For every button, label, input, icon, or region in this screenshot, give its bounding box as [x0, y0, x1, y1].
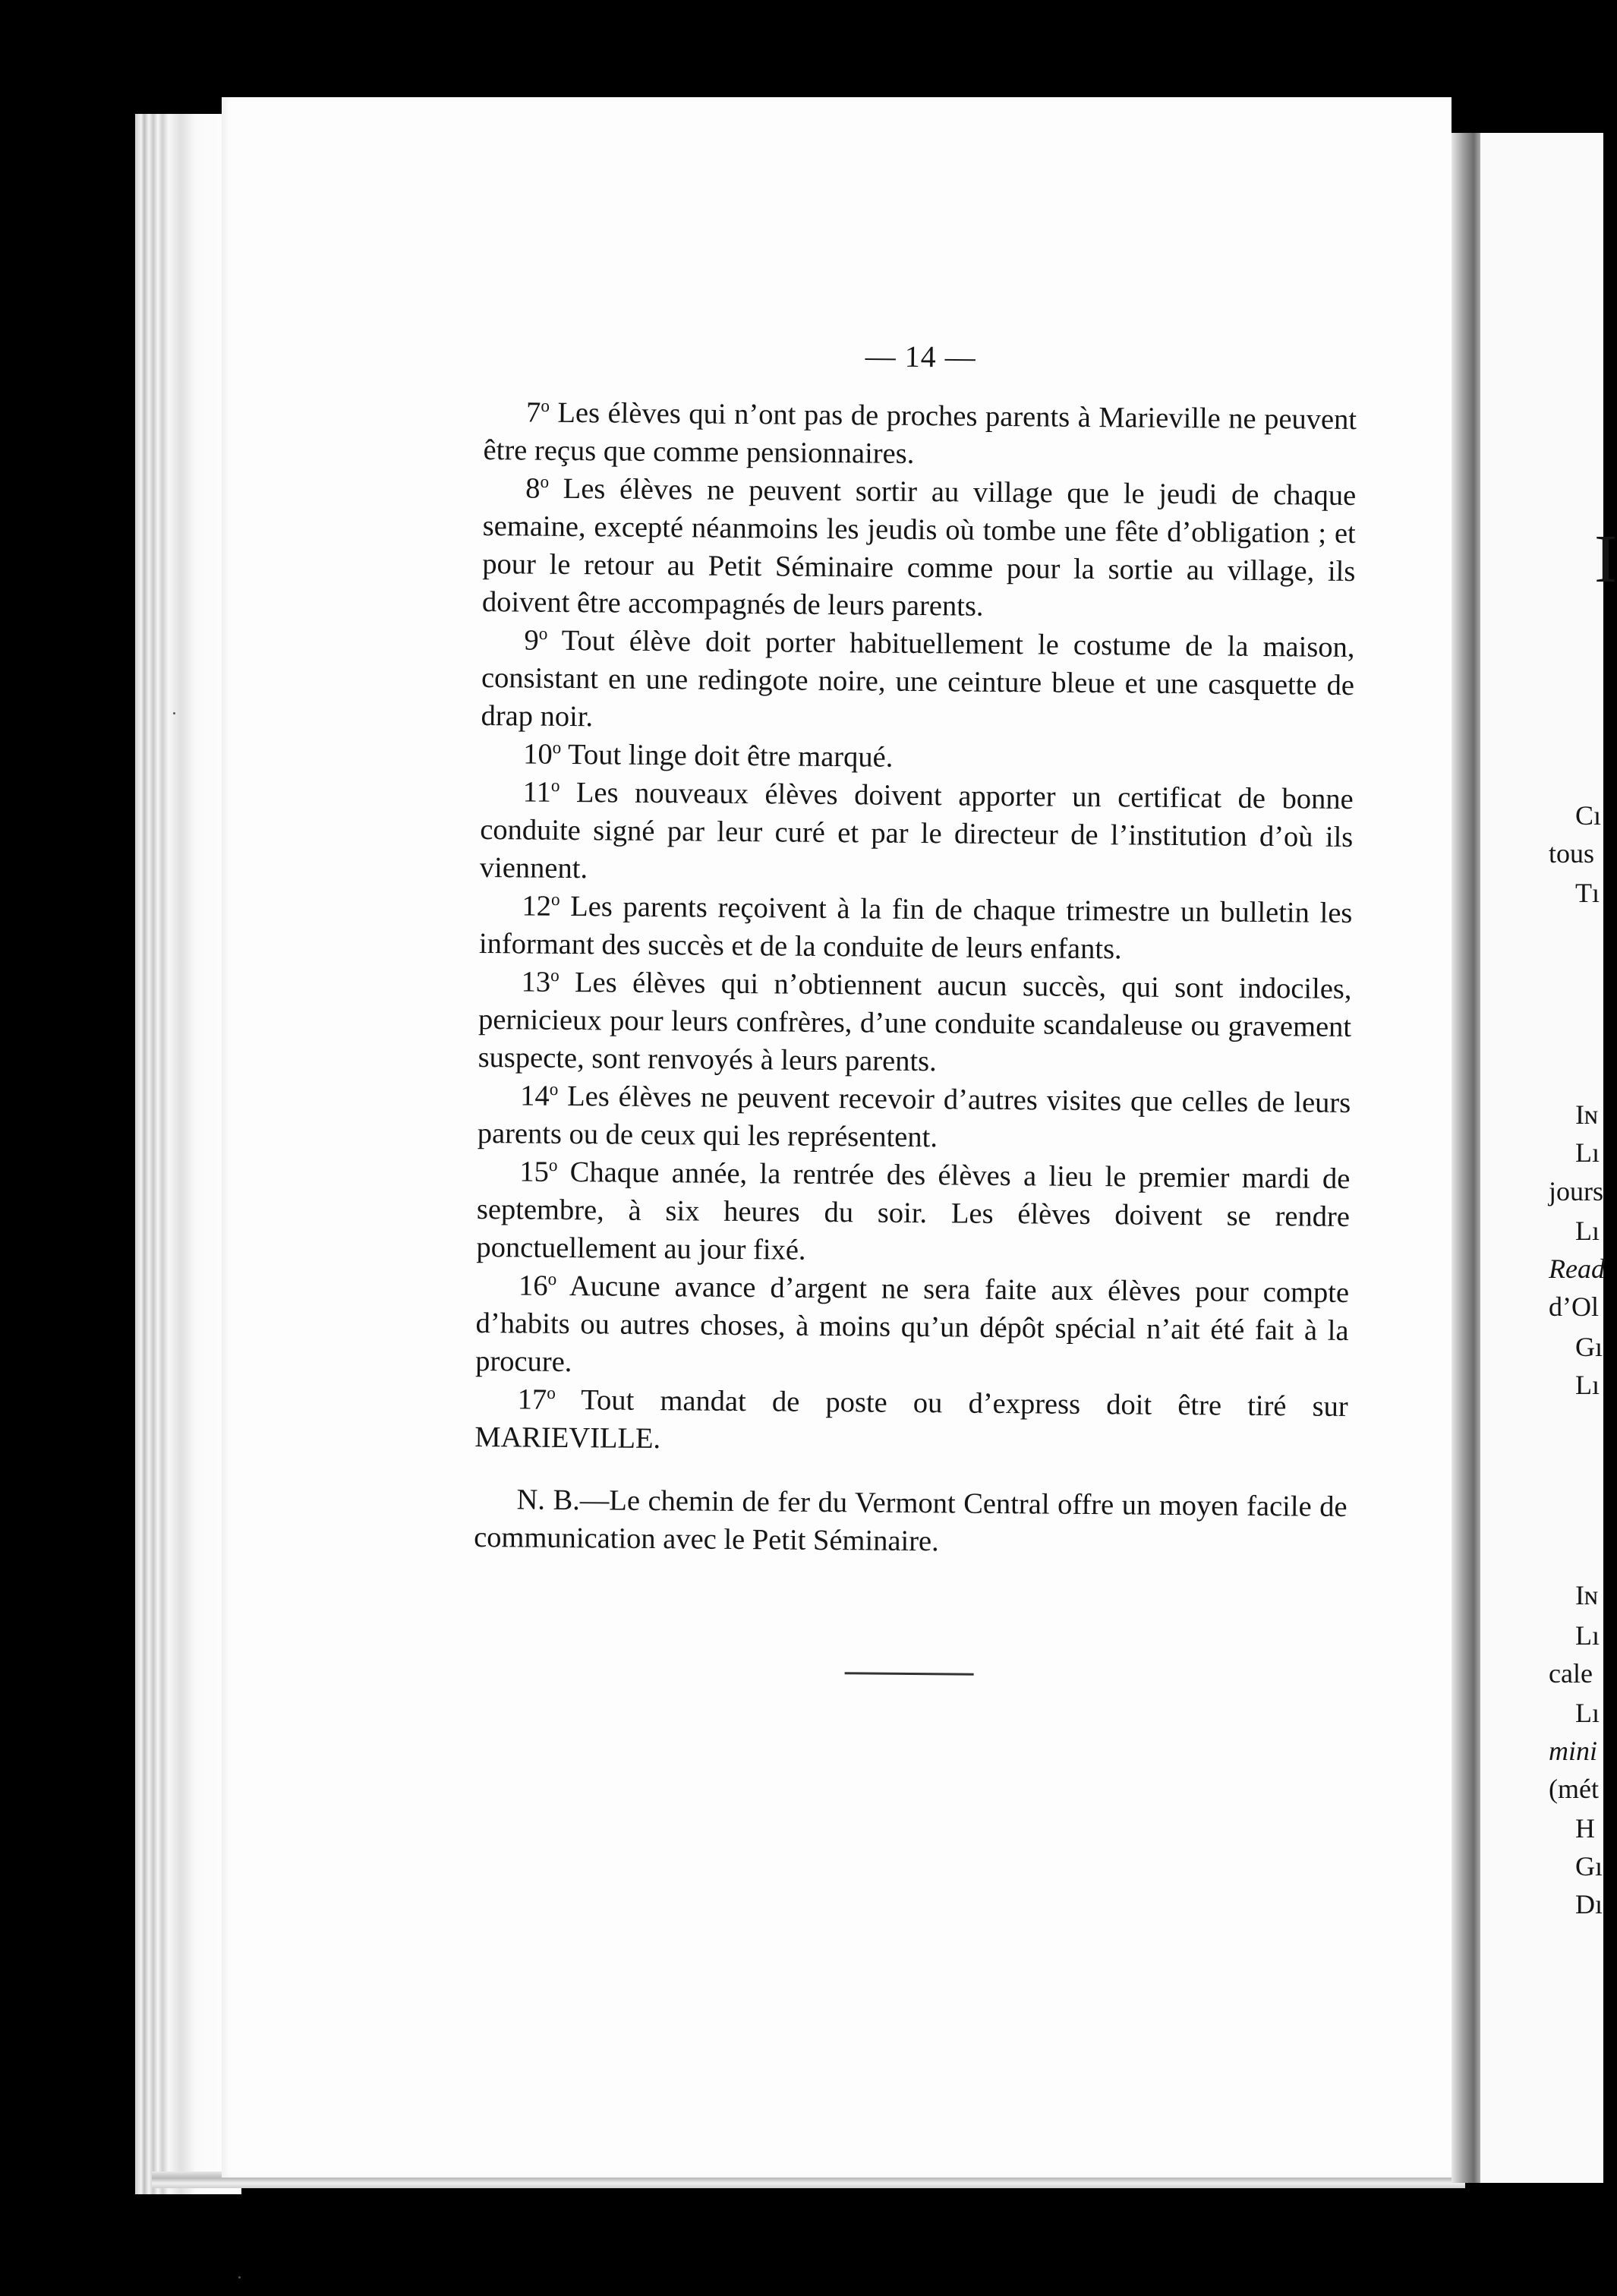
rule-number: 7 — [525, 396, 541, 429]
rule-item — [482, 469, 1357, 629]
rule-text: Aucune avance d’argent ne sera faite aux élèves pour compte d’habits ou autres choses, à moins qu’un dépôt spécial n’ait été fait à la procure. — [475, 1270, 1350, 1379]
rule-text: Les nouveaux élèves doivent apporter un certificat de bonne conduite signé par leur curé et par le directeur de l’institution d’où ils viennent. — [479, 777, 1354, 885]
facing-fragment: Lı — [1575, 1698, 1600, 1728]
rule-number: 13 — [521, 966, 551, 998]
facing-fragment: cale — [1549, 1658, 1593, 1689]
rule-number: 11 — [522, 776, 551, 809]
facing-fragment: I — [1594, 522, 1617, 597]
rule-text: Les élèves qui n’ont pas de proches parents à Marieville ne peuvent être reçus que comme pensionnaires. — [483, 396, 1357, 470]
rule-item — [478, 963, 1351, 1084]
facing-page — [1480, 133, 1617, 2183]
paper-speck — [173, 712, 175, 714]
page-number: — 14 — — [865, 339, 976, 374]
rule-item — [480, 773, 1354, 894]
rule-item — [481, 621, 1354, 743]
rule-text: Tout élève doit porter habituellement le costume de la maison, consistant en une redingote noire, une ceinture bleue et une casquette de drap noir. — [481, 624, 1355, 733]
facing-fragment: tous — [1549, 838, 1595, 869]
rule-text: Chaque année, la rentrée des élèves a lieu le premier mardi de septembre, à six heures du soir. Les élèves doivent se rendre ponctuellement au jour fixé. — [476, 1156, 1351, 1266]
rule-text: Les élèves ne peuvent sortir au village que le jeudi de chaque semaine, excepté néanmoins les jeudis où tombe une fête d’obligation ; et pour le retour au Petit Séminaire comme pour la sortie au village, ils doivent être accompagnés de leurs parents. — [481, 472, 1357, 623]
rule-item — [475, 1266, 1349, 1388]
book-gutter — [1452, 133, 1483, 2183]
rule-text: Les élèves qui n’obtiennent aucun succès, qui sont indociles, pernicieux pour leurs confrères, d’une conduite scandaleuse ou gravement suspecte, sont renvoyés à leurs parents. — [478, 967, 1352, 1078]
degree-mark: o — [547, 1382, 556, 1403]
facing-fragment: Dı — [1575, 1889, 1603, 1919]
rule-text: Les parents reçoivent à la fin de chaque trimestre un bulletin les informant des succès et de la conduite de leurs enfants. — [478, 891, 1353, 966]
rule-number: 10 — [522, 738, 553, 771]
rule-item — [479, 887, 1353, 970]
facing-fragment: Lı — [1575, 1137, 1600, 1168]
facing-fragment: Read — [1549, 1254, 1605, 1284]
facing-fragment: d’Ol — [1549, 1292, 1599, 1322]
page-text-block — [473, 334, 1357, 1679]
rule-text: Les élèves ne peuvent recevoir d’autres visites que celles de leurs parents ou de ceux qui les représentent. — [477, 1080, 1351, 1154]
rule-item — [478, 1077, 1351, 1160]
facing-fragment: Lı — [1575, 1216, 1600, 1246]
facing-fragment: Tı — [1575, 878, 1600, 908]
rule-number: 16 — [518, 1269, 548, 1302]
degree-mark: o — [547, 1268, 557, 1289]
degree-mark: o — [552, 736, 562, 758]
rule-number: 14 — [520, 1080, 550, 1112]
rule-item — [483, 393, 1357, 477]
facing-fragment: Cı — [1575, 800, 1602, 831]
facing-fragment: Iɴ — [1575, 1580, 1598, 1610]
rule-number: 8 — [525, 472, 541, 505]
rule-item — [476, 1153, 1350, 1274]
rule-item — [474, 1380, 1348, 1464]
degree-mark: o — [549, 1078, 559, 1099]
degree-mark: o — [550, 964, 559, 986]
degree-mark: o — [540, 471, 550, 491]
degree-mark: o — [548, 1154, 558, 1175]
degree-mark: o — [541, 395, 550, 415]
facing-fragment: Iɴ — [1575, 1099, 1598, 1130]
facing-fragment: H — [1575, 1813, 1595, 1843]
paper-speck — [238, 2276, 241, 2279]
nota-bene: N. B.—Le chemin de fer du Vermont Central offre un moyen facile de communication avec le Petit Séminaire. — [473, 1484, 1348, 1558]
rule-number: 9 — [524, 624, 539, 657]
facing-fragment: jours — [1549, 1176, 1603, 1206]
rule-text: Tout linge doit être marqué. — [567, 738, 894, 774]
rule-number: 15 — [519, 1156, 550, 1188]
facing-fragment: Lı — [1575, 1370, 1600, 1400]
facing-fragment: Gı — [1575, 1851, 1603, 1881]
rule-text: Tout mandat de poste ou d’express doit être tiré sur MARIEVILLE. — [474, 1384, 1348, 1456]
rule-number: 17 — [517, 1383, 547, 1416]
degree-mark: o — [538, 623, 548, 643]
rule-number: 12 — [522, 890, 552, 922]
facing-fragment: mini — [1549, 1736, 1598, 1766]
degree-mark: o — [550, 774, 560, 796]
degree-mark: o — [550, 888, 560, 910]
facing-fragment: (mét — [1549, 1774, 1599, 1804]
facing-fragment: Lı — [1575, 1620, 1600, 1651]
facing-fragment: Gı — [1575, 1332, 1603, 1362]
